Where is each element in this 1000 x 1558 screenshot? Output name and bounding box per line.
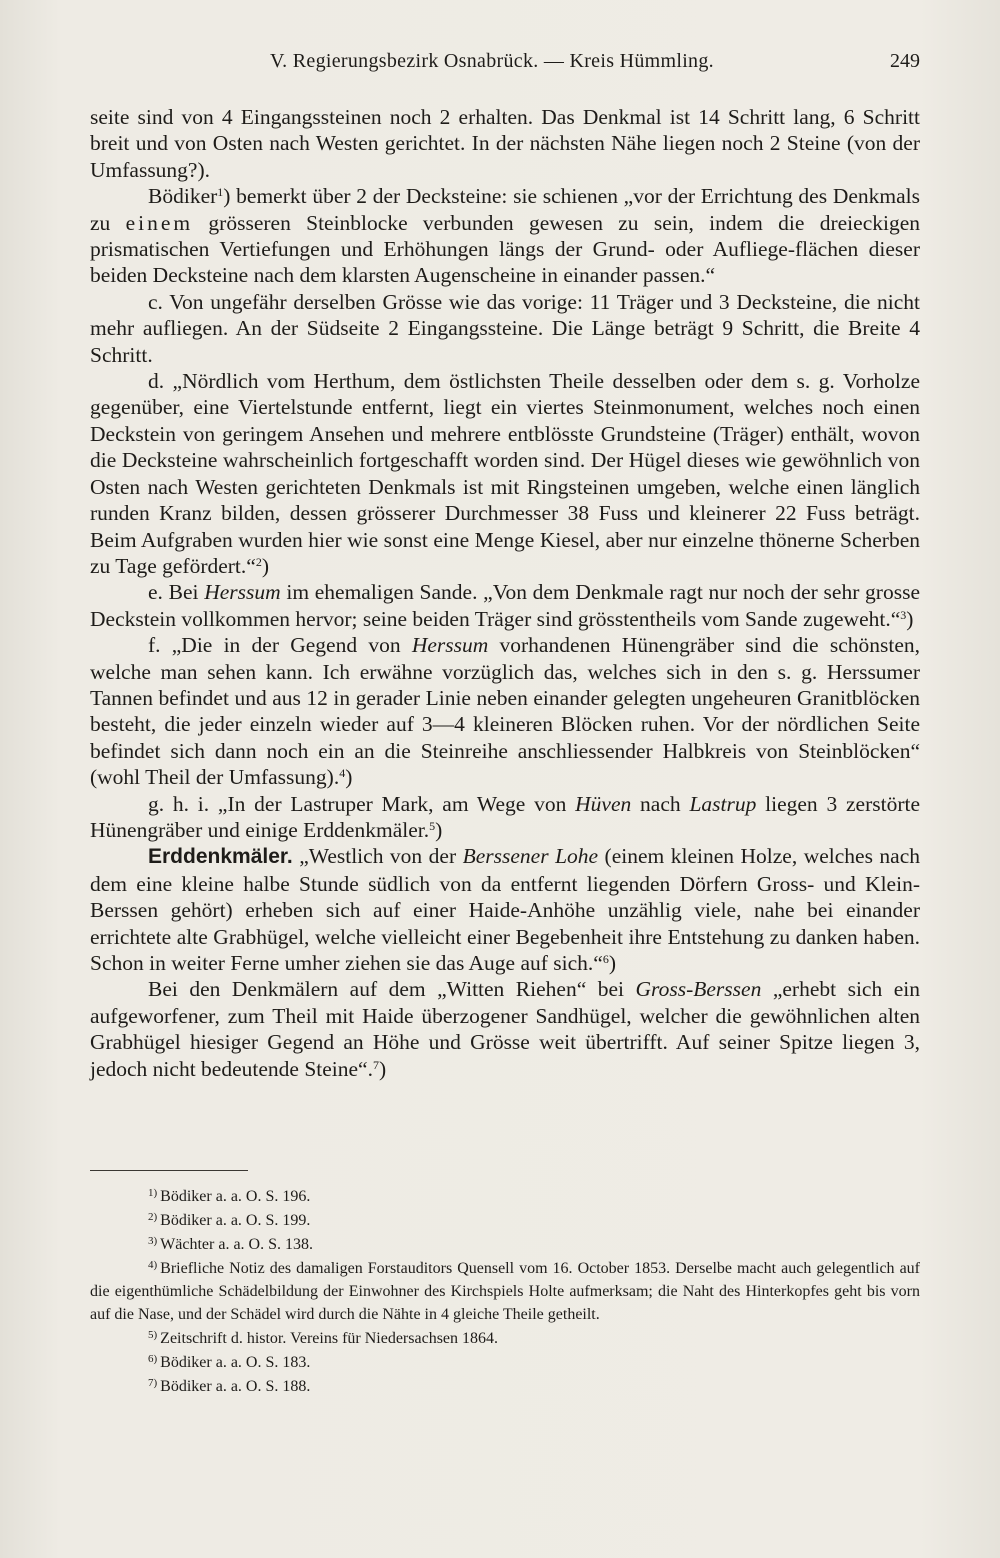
footnote-number: 7) (148, 1377, 158, 1389)
place-name: Gross-Berssen (635, 977, 762, 1002)
paragraph (90, 632, 920, 790)
place-name: Herssum (204, 580, 281, 605)
footnote-marker: 2 (255, 554, 262, 569)
paragraph (90, 579, 920, 632)
text-run: e. Bei (148, 580, 205, 605)
text-run: im ehemaligen Sande. „Von dem Denkmale ragt nur noch der sehr grosse Deckstein vollkommen hervor; seine beiden Träger sind grösstentheils vom Sande zugeweht.“ (90, 580, 920, 631)
paragraph-text: seite sind von 4 Eingangssteinen noch 2 erhalten. Das Denkmal ist 14 Schritt lang, 6 Schritt breit und von Osten nach Westen gerichtet. In der nächsten Nähe liegen noch 2 Steine (von der Umfassung?). (90, 105, 920, 182)
text-run: grösseren Steinblocke verbunden gewesen zu sein, indem die dreieckigen prismatischen Vertiefungen und Erhöhungen längs der Grund- oder Aufliege-flächen dieser beiden Decksteine nach dem klarsten Augenscheine in einander passen.“ (90, 210, 921, 288)
footnote (90, 1185, 920, 1208)
footnote-marker: 3 (900, 607, 907, 622)
section-heading: Erddenkmäler. (148, 845, 293, 869)
text-run: ) bemerkt über 2 der Decksteine: sie schienen „vor der Errichtung des Denkmals zu (90, 184, 920, 235)
text-run: g. h. i. „In der Lastruper Mark, am Wege von (148, 791, 576, 816)
footnote-text: Bödiker a. a. O. S. 199. (160, 1212, 311, 1229)
text-run: ) (435, 817, 443, 842)
footnote-number: 3) (148, 1235, 158, 1247)
text-run: ) (906, 606, 914, 631)
text-run: Bödiker (148, 184, 218, 209)
footnote-divider (90, 1170, 248, 1171)
page-number: 249 (890, 50, 920, 72)
text-run: (einem kleinen Holze, welches nach dem eine kleine halbe Stunde südlich von da entfernt liegenden Dörfern Gross- und Klein-Berssen gehört) erheben sich auf einer Haide-Anhöhe unzählig viele, nahe bei einander errichtete alte Grabhügel, welche vielleicht einer Begebenheit ihre Entstehung zu danken haben. Schon in weiter Ferne umher ziehen sie das Auge auf sich.“ (90, 844, 920, 975)
paragraph (90, 104, 920, 183)
place-name: Berssener Lohe (462, 844, 599, 869)
place-name: Herssum (411, 633, 489, 658)
running-title: V. Regierungsbezirk Osnabrück. — Kreis Hümmling. (270, 50, 714, 72)
footnote-number: 1) (148, 1187, 158, 1199)
footnote (90, 1375, 920, 1398)
paragraph (90, 183, 920, 289)
paragraph (90, 791, 920, 844)
text-run: ) (345, 765, 353, 790)
text-run: ) (608, 951, 617, 975)
running-head (90, 50, 920, 80)
footnote-number: 6) (148, 1353, 158, 1365)
paragraph-text: c. Von ungefähr derselben Grösse wie das vorige: 11 Träger und 3 Decksteine, die nicht mehr aufliegen. An der Südseite 2 Eingangssteine. Die Länge beträgt 9 Schritt, die Breite 4 Schritt. (90, 289, 920, 367)
paragraph (90, 368, 920, 579)
main-text (90, 104, 920, 1082)
footnote-marker: 6 (602, 952, 609, 966)
place-name: Hüven (575, 791, 632, 816)
footnote-text: Bödiker a. a. O. S. 183. (160, 1354, 311, 1371)
text-run: ) (378, 1056, 387, 1081)
footnote-marker: 4 (339, 766, 346, 781)
paragraph (90, 289, 920, 368)
footnote-text: Wächter a. a. O. S. 138. (160, 1236, 314, 1253)
footnotes (90, 1185, 920, 1399)
text-run: f. „Die in der Gegend von (148, 633, 412, 658)
footnote (90, 1257, 920, 1326)
text-run: liegen 3 zerstörte Hünengräber und einige Erddenkmäler. (90, 791, 920, 842)
text-run: vorhandenen Hünengräber sind die schönsten, welche man sehen kann. Ich erwähne vorzüglich das, welches sich in den s. g. Herssumer Tannen befindet und aus 12 in gerader Linie neben einander gelegten ungeheuren Granitblöcken besteht, die jeder einzeln wieder auf 3—4 kleineren Blöcken ruhen. Vor der nördlichen Seite befindet sich dann noch ein an die Steinreihe anschliessender Halbkreis von Steinblöcken“ (wohl Theil der Umfassung). (90, 633, 920, 790)
footnote-text: Zeitschrift d. histor. Vereins für Niedersachsen 1864. (160, 1330, 499, 1347)
text-run: Bei den Denkmälern auf dem „Witten Riehen“ bei (148, 977, 636, 1002)
footnote-text: Bödiker a. a. O. S. 196. (160, 1188, 311, 1205)
footnote-marker: 5 (429, 818, 436, 833)
footnote-number: 5) (148, 1329, 158, 1341)
footnote-marker: 7 (372, 1057, 379, 1072)
text-run: ) (261, 553, 269, 578)
footnote-number: 2) (148, 1211, 158, 1223)
text-run: nach (631, 791, 690, 816)
place-name: Lastrup (689, 791, 757, 816)
footnote-text: Bödiker a. a. O. S. 188. (160, 1378, 311, 1395)
text-run: d. „Nördlich vom Herthum, dem östlichsten Theile desselben oder dem s. g. Vorholze gegenüber, eine Viertelstunde entfernt, liegt ein viertes Steinmonument, welches noch einen Deckstein von geringem Ansehen und mehrere entblösste Grundsteine (Träger) enthält, wovon die Decksteine wahrscheinlich fortgeschafft worden sind. Der Hügel dieses wie gewöhnlich von Osten nach Westen gerichteten Denkmals ist mit Ringsteinen umgeben, welche einen länglich runden Kranz bilden, dessen grösserer Durchmesser 38 Fuss und kleinerer 22 Fuss beträgt. Beim Aufgraben wurden hier wie sonst eine Menge Kiesel, aber nur einzelne thönerne Scherben zu Tage gefördert.“ (90, 369, 920, 578)
paragraph (90, 976, 920, 1082)
footnote-text: Briefliche Notiz des damaligen Forstauditors Quensell vom 16. October 1853. Derselbe macht auch gelegentlich auf die eigenthümliche Schädelbildung der Einwohner des Kirchspiels Holte aufmerksam; die Naht des Hinterkopfes geht bis vorn auf die Nase, und der Schädel wird durch die Nähte in 4 gleiche Theile getheilt. (90, 1260, 920, 1323)
text-run: „Westlich von der (292, 844, 463, 869)
footnote-number: 4) (148, 1259, 158, 1271)
footnote (90, 1351, 920, 1374)
spaced-text: einem (125, 210, 194, 235)
footnote (90, 1209, 920, 1232)
text-run: „erhebt sich ein aufgeworfener, zum Theil mit Haide überzogener Sandhügel, welcher die gewöhnlichen alten Grabhügel hiesiger Gegend an Höhe und Grösse weit übertrifft. Auf seiner Spitze liegen 3, jedoch nicht bedeutende Steine“. (90, 977, 920, 1081)
footnote (90, 1327, 920, 1350)
paragraph (90, 843, 920, 976)
footnote (90, 1233, 920, 1256)
footnote-marker: 1 (217, 185, 224, 200)
